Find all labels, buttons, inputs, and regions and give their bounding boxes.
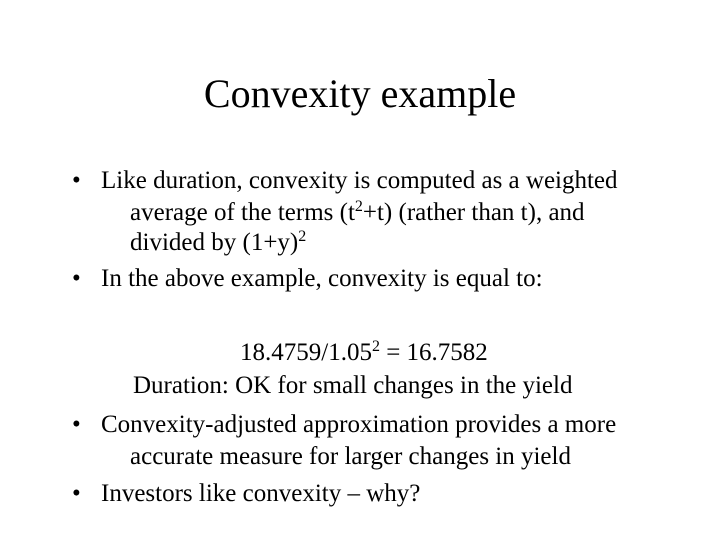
duration-note: Duration: OK for small changes in the yield [133, 372, 573, 399]
bullet-marker: • [72, 411, 81, 438]
bullet-1-line-2-text-a: average of the terms (t [130, 199, 355, 226]
bullet-marker: • [72, 480, 81, 507]
bullet-1-line-2-text-b: +t) (rather than t), and [362, 199, 585, 226]
superscript: 2 [371, 338, 380, 355]
bullet-1-line-2 [130, 198, 585, 231]
convexity-formula [240, 338, 488, 371]
bullet-3-line-2: accurate measure for larger changes in yield [130, 443, 571, 470]
bullet-1-line-3 [130, 228, 306, 261]
bullet-marker: • [72, 167, 81, 194]
superscript: 2 [354, 198, 363, 215]
bullet-1-line-3-text: divided by (1+y) [130, 229, 299, 256]
bullet-marker: • [72, 265, 81, 292]
superscript: 2 [298, 228, 307, 245]
bullet-4-line-1: Investors like convexity – why? [101, 480, 421, 507]
formula-text-b: = 16.7582 [379, 339, 488, 366]
bullet-1-line-1: Like duration, convexity is computed as a weighted [101, 167, 618, 194]
formula-text-a: 18.4759/1.05 [240, 339, 372, 366]
slide-title: Convexity example [203, 71, 517, 116]
bullet-3-line-1: Convexity-adjusted approximation provides a more [101, 411, 617, 438]
bullet-2-line-1: In the above example, convexity is equal to: [101, 265, 543, 292]
